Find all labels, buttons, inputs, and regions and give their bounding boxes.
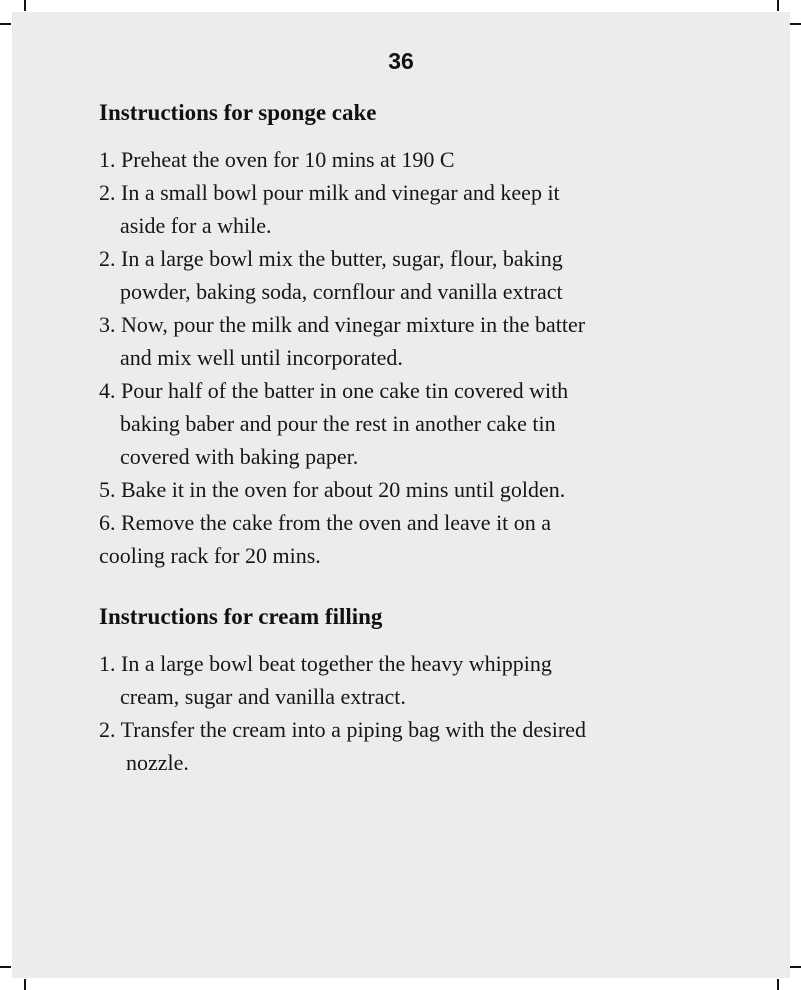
step-text: In a large bowl beat together the heavy whipping bbox=[121, 651, 552, 676]
step-text: Transfer the cream into a piping bag with the desired bbox=[120, 717, 586, 742]
step-text-continued: baking baber and pour the rest in another cake tin bbox=[120, 411, 556, 436]
step-text-continued: cooling rack for 20 mins. bbox=[99, 543, 321, 568]
sponge-step bbox=[99, 242, 739, 308]
page-content bbox=[99, 98, 739, 779]
step-number: 1. bbox=[99, 651, 116, 676]
step-number: 5. bbox=[99, 477, 116, 502]
step-text-continued: nozzle. bbox=[126, 750, 189, 775]
cream-step bbox=[99, 713, 739, 779]
crop-mark-top-left bbox=[24, 0, 26, 11]
page-number: 36 bbox=[388, 48, 414, 74]
step-number: 2. bbox=[99, 246, 116, 271]
sponge-step bbox=[99, 176, 739, 242]
step-number: 4. bbox=[99, 378, 116, 403]
sponge-cake-heading: Instructions for sponge cake bbox=[99, 100, 377, 125]
crop-mark-bottom-right bbox=[777, 979, 779, 990]
step-text-continued: aside for a while. bbox=[120, 213, 272, 238]
step-text-continued: covered with baking paper. bbox=[120, 444, 359, 469]
crop-mark-top-right-side bbox=[790, 23, 801, 25]
crop-mark-bottom-left bbox=[24, 979, 26, 990]
crop-mark-top-right bbox=[777, 0, 779, 11]
step-text-continued: powder, baking soda, cornflour and vanilla extract bbox=[120, 279, 563, 304]
crop-mark-top-left-side bbox=[0, 23, 11, 25]
step-text: In a large bowl mix the butter, sugar, flour, baking bbox=[121, 246, 563, 271]
sponge-step bbox=[99, 473, 739, 506]
step-number: 2. bbox=[99, 717, 116, 742]
cream-filling-heading: Instructions for cream filling bbox=[99, 604, 383, 629]
step-text: Preheat the oven for 10 mins at 190 C bbox=[121, 147, 455, 172]
sponge-step bbox=[99, 374, 739, 473]
step-text-continued: and mix well until incorporated. bbox=[120, 345, 403, 370]
sponge-step bbox=[99, 143, 739, 176]
step-number: 3. bbox=[99, 312, 116, 337]
cream-step bbox=[99, 647, 739, 713]
step-text: In a small bowl pour milk and vinegar and keep it bbox=[121, 180, 560, 205]
step-number: 6. bbox=[99, 510, 116, 535]
step-text: Bake it in the oven for about 20 mins until golden. bbox=[121, 477, 566, 502]
recipe-page bbox=[12, 12, 790, 978]
step-number: 1. bbox=[99, 147, 116, 172]
sponge-step bbox=[99, 308, 739, 374]
step-text: Now, pour the milk and vinegar mixture in the batter bbox=[121, 312, 586, 337]
crop-mark-bottom-left-side bbox=[0, 966, 11, 968]
sponge-step bbox=[99, 506, 739, 572]
step-text: Remove the cake from the oven and leave it on a bbox=[121, 510, 552, 535]
step-number: 2. bbox=[99, 180, 116, 205]
step-text-continued: cream, sugar and vanilla extract. bbox=[120, 684, 406, 709]
step-text: Pour half of the batter in one cake tin covered with bbox=[121, 378, 569, 403]
crop-mark-bottom-right-side bbox=[790, 966, 801, 968]
